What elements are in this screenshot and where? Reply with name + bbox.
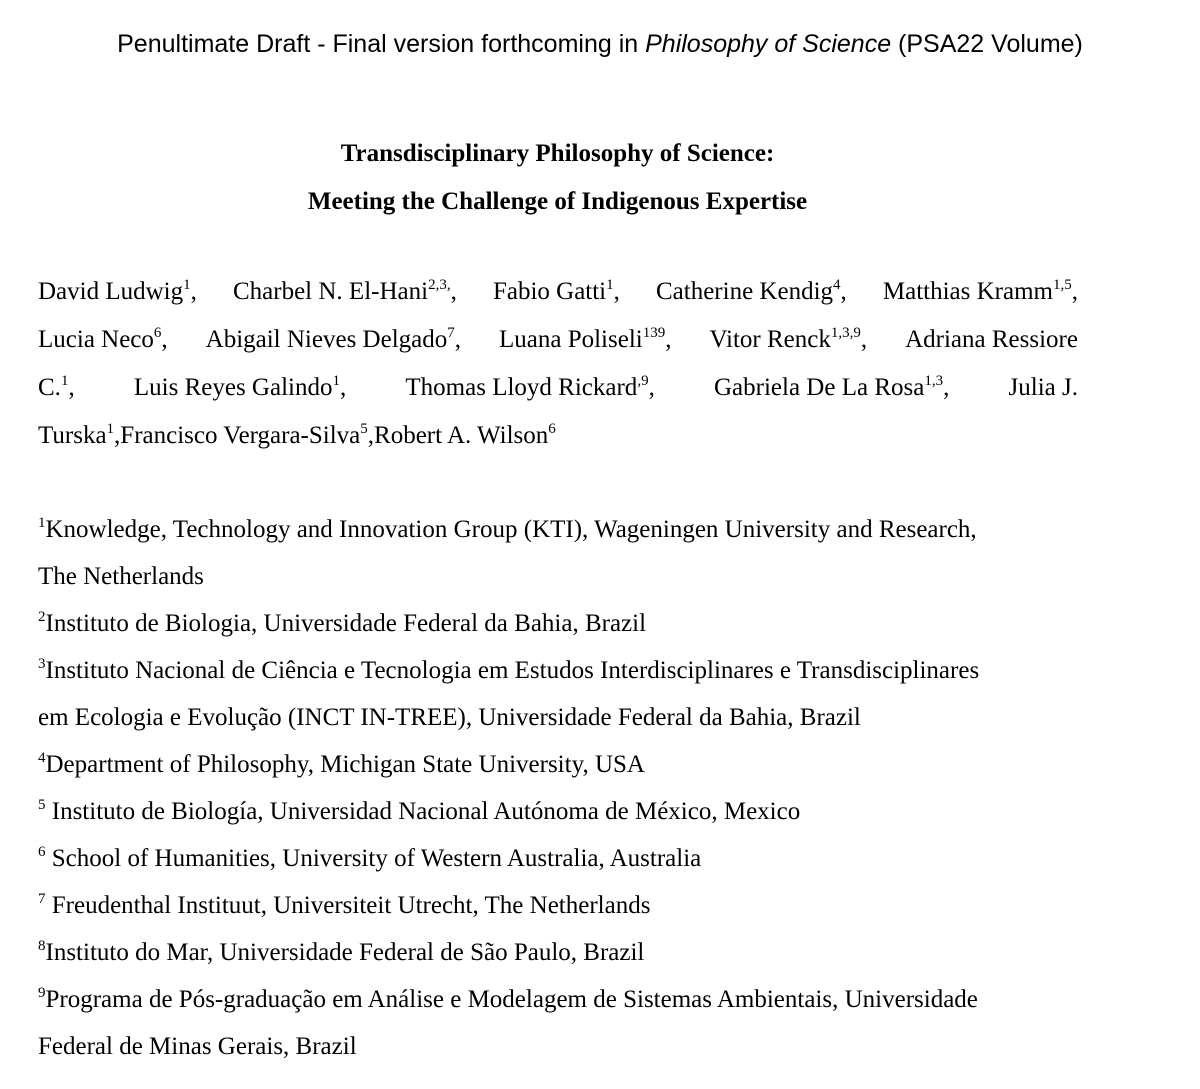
- draft-notice: [0, 28, 1200, 60]
- author-affiliation-mark: 2,3,: [428, 277, 451, 293]
- author-affiliation-mark: 1: [332, 373, 340, 389]
- author-list: [38, 268, 1078, 460]
- author: [206, 316, 461, 364]
- author-name: Francisco Vergara-Silva: [120, 422, 361, 449]
- affiliation-text: School of Humanities, University of Western Australia, Australia: [45, 845, 702, 872]
- author-name: Julia J.: [1008, 374, 1078, 401]
- paper-title-line-1: Transdisciplinary Philosophy of Science:: [340, 140, 775, 167]
- affiliation-line: [38, 600, 1078, 647]
- author-name: C.: [38, 374, 61, 401]
- author: [905, 316, 1078, 364]
- journal-name: Philosophy of Science: [645, 30, 892, 58]
- author-separator: ,: [367, 422, 375, 449]
- affiliation-line: [38, 741, 1078, 788]
- affiliation-line: [38, 835, 1078, 882]
- affiliation-number: 8: [38, 938, 46, 954]
- affiliation-line: [38, 647, 1078, 694]
- author-separator: ,: [648, 374, 655, 401]
- affiliation-text: Instituto de Biología, Universidad Nacional Autónoma de México, Mexico: [45, 798, 801, 825]
- author-separator: ,: [339, 374, 347, 401]
- author-affiliation-mark: ,9: [637, 373, 649, 389]
- author-name: Luana Poliseli: [498, 326, 643, 353]
- author-affiliation-mark: 4: [833, 277, 841, 293]
- affiliation-line: [38, 976, 1078, 1023]
- affiliation-list: [38, 506, 1078, 1070]
- affiliation-text: The Netherlands: [38, 563, 204, 590]
- author-line: [38, 412, 1078, 460]
- affiliation-text: Department of Philosophy, Michigan State University, USA: [45, 751, 645, 778]
- paper-title: [0, 130, 1115, 226]
- author-affiliation-mark: 1: [606, 277, 614, 293]
- author-separator: ,: [450, 278, 457, 305]
- author: [374, 412, 556, 460]
- author: [38, 268, 197, 316]
- affiliation-line: [38, 694, 1078, 741]
- author: [233, 268, 457, 316]
- affiliation-line: [38, 788, 1078, 835]
- author-line: [38, 364, 1078, 412]
- author-name: Adriana Ressiore: [905, 326, 1078, 353]
- author-separator: ,: [68, 374, 75, 401]
- author-affiliation-mark: 5: [360, 421, 368, 437]
- affiliation-number: 4: [38, 750, 46, 766]
- affiliation-text: Knowledge, Technology and Innovation Group (KTI), Wageningen University and Research,: [45, 516, 977, 543]
- author-affiliation-mark: 1,5: [1052, 277, 1072, 293]
- affiliation-number: 3: [38, 656, 46, 672]
- author-separator: ,: [454, 326, 461, 353]
- author-separator: ,: [190, 278, 197, 305]
- affiliation-text: Programa de Pós-graduação em Análise e Modelagem de Sistemas Ambientais, Universidade: [45, 986, 978, 1013]
- author-name: Charbel N. El-Hani: [232, 278, 429, 305]
- author-separator: ,: [114, 422, 121, 449]
- author-name: Thomas Lloyd Rickard: [405, 374, 638, 401]
- author-separator: ,: [1071, 278, 1078, 305]
- author: [656, 268, 847, 316]
- author-separator: ,: [840, 278, 847, 305]
- affiliation-text: em Ecologia e Evolução (INCT IN-TREE), Universidade Federal da Bahia, Brazil: [38, 704, 861, 731]
- author-separator: ,: [613, 278, 620, 305]
- affiliation-line: [38, 929, 1078, 976]
- author: [499, 316, 671, 364]
- author-separator: ,: [860, 326, 868, 353]
- author-affiliation-mark: 1,3,9: [830, 325, 861, 341]
- affiliation-number: 7: [38, 891, 46, 907]
- author-name: Matthias Kramm: [882, 278, 1053, 305]
- author: [38, 316, 168, 364]
- author-name: Vitor Renck: [709, 326, 831, 353]
- author-separator: ,: [943, 374, 950, 401]
- author-name: Fabio Gatti: [492, 278, 607, 305]
- author-line: [38, 316, 1078, 364]
- author: [883, 268, 1078, 316]
- author-name: Robert A. Wilson: [374, 422, 549, 449]
- author-affiliation-mark: 1: [60, 373, 69, 389]
- draft-notice-suffix: (PSA22 Volume): [891, 30, 1083, 58]
- author: [38, 412, 120, 460]
- author: [493, 268, 620, 316]
- affiliation-text: Instituto do Mar, Universidade Federal de São Paulo, Brazil: [45, 939, 645, 966]
- author-affiliation-mark: 1,3: [924, 373, 944, 389]
- affiliation-number: 1: [38, 515, 46, 531]
- draft-notice-prefix: Penultimate Draft - Final version forthcoming in: [117, 30, 646, 58]
- author: [38, 364, 75, 412]
- author-affiliation-mark: 6: [153, 325, 162, 341]
- author-name: David Ludwig: [38, 278, 184, 305]
- author: [134, 364, 346, 412]
- author: [709, 316, 867, 364]
- author-separator: ,: [161, 326, 168, 353]
- author-affiliation-mark: 1: [106, 421, 115, 437]
- author-name: Gabriela De La Rosa: [714, 374, 925, 401]
- affiliation-number: 6: [38, 844, 46, 860]
- author-name: Luis Reyes Galindo: [133, 374, 333, 401]
- affiliation-text: Federal de Minas Gerais, Brazil: [38, 1033, 357, 1060]
- affiliation-text: Freudenthal Instituut, Universiteit Utrecht, The Netherlands: [45, 892, 651, 919]
- affiliation-line: [38, 506, 1078, 553]
- author-affiliation-mark: 139: [642, 325, 666, 341]
- affiliation-line: [38, 553, 1078, 600]
- paper-title-line-2: Meeting the Challenge of Indigenous Expertise: [307, 188, 808, 215]
- affiliation-text: Instituto de Biologia, Universidade Federal da Bahia, Brazil: [45, 610, 647, 637]
- author-name: Abigail Nieves Delgado: [205, 326, 448, 353]
- author: [1009, 364, 1078, 412]
- affiliation-line: [38, 882, 1078, 929]
- affiliation-number: 5: [38, 797, 46, 813]
- affiliation-text: Instituto Nacional de Ciência e Tecnologia em Estudos Interdisciplinares e Transdisciplinares: [45, 657, 980, 684]
- author-affiliation-mark: 7: [447, 325, 455, 341]
- author-name: Catherine Kendig: [655, 278, 834, 305]
- affiliation-number: 2: [38, 609, 46, 625]
- author-separator: ,: [665, 326, 672, 353]
- author: [120, 412, 374, 460]
- author-line: [38, 268, 1078, 316]
- author-name: Lucia Neco: [38, 326, 154, 353]
- affiliation-line: [38, 1023, 1078, 1070]
- author: [405, 364, 654, 412]
- affiliation-number: 9: [38, 985, 46, 1001]
- author-affiliation-mark: 1: [183, 277, 191, 293]
- author-affiliation-mark: 6: [548, 421, 556, 437]
- author-name: Turska: [38, 422, 107, 449]
- author: [714, 364, 949, 412]
